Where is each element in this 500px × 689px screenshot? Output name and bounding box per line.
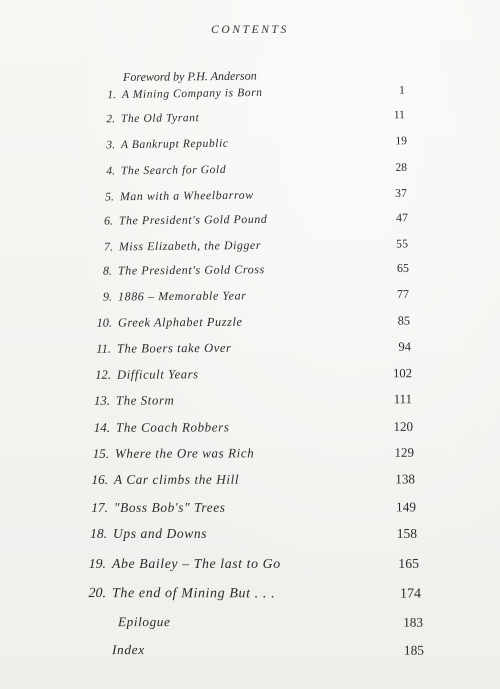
toc-entry (0, 614, 500, 637)
chapter-number: 8. (102, 263, 113, 278)
page-number: 1 (399, 84, 405, 97)
chapter-title: "Boss Bob's" Trees (113, 499, 226, 515)
page-number: 47 (396, 210, 409, 225)
chapter-title: The Coach Robbers (115, 419, 230, 435)
chapter-number: 5. (105, 189, 115, 204)
chapter-number: 4. (106, 165, 116, 178)
toc-entry (0, 418, 500, 442)
chapter-title: The Old Tyrant (120, 112, 200, 126)
toc-entry (0, 366, 500, 391)
chapter-title: Abe Bailey – The last to Go (112, 556, 281, 571)
toc-entry (0, 526, 500, 548)
page-number: 185 (403, 642, 425, 658)
foreword-line: Foreword by P.H. Anderson (122, 68, 257, 84)
chapter-number: 17. (91, 499, 109, 515)
toc-entry (0, 108, 500, 137)
chapter-title: Greek Alphabet Puzzle (117, 314, 243, 330)
page-number: 55 (396, 236, 409, 251)
page-number: 28 (395, 161, 407, 174)
toc-entry (0, 444, 500, 468)
page-number: 111 (393, 392, 413, 407)
chapter-title: 1886 – Memorable Year (117, 288, 247, 304)
chapter-number: 6. (104, 213, 114, 228)
chapter-number: 18. (90, 526, 107, 541)
chapter-number: 16. (91, 471, 109, 487)
chapter-number: 10. (96, 315, 113, 330)
chapter-title: A Mining Company is Born (121, 86, 263, 102)
chapter-number: 9. (102, 289, 113, 304)
chapter-title: The Search for Gold (120, 163, 227, 178)
chapter-title: Where the Ore was Rich (114, 445, 255, 461)
chapter-number: 14. (93, 419, 111, 435)
toc-entry (0, 642, 500, 665)
chapter-title: Ups and Downs (113, 526, 208, 541)
page-number: 138 (395, 471, 416, 487)
toc-entry (0, 339, 500, 364)
toc-entry (0, 586, 500, 609)
chapter-title: The Storm (115, 393, 175, 408)
contents-heading: CONTENTS (211, 24, 289, 36)
chapter-number: 11. (96, 341, 112, 356)
toc-entry (0, 209, 500, 236)
chapter-number: 19. (88, 556, 106, 571)
toc-entry (0, 260, 500, 286)
toc-entry (0, 471, 500, 494)
chapter-title: Epilogue (117, 614, 171, 630)
page-number: 94 (398, 339, 412, 354)
chapter-title: Difficult Years (116, 367, 199, 382)
page-number: 158 (396, 526, 417, 541)
chapter-number: 13. (93, 393, 111, 408)
chapter-title: The end of Mining But . . . (111, 586, 276, 602)
page-number: 120 (393, 418, 414, 434)
toc-entry (0, 134, 500, 163)
chapter-number: 12. (95, 367, 112, 382)
chapter-title: Index (111, 642, 145, 658)
chapter-number: 7. (104, 239, 114, 254)
toc-entry (0, 235, 500, 262)
chapter-title: Miss Elizabeth, the Digger (118, 237, 262, 254)
page-number: 11 (393, 109, 405, 122)
page-number: 37 (395, 185, 408, 200)
chapter-title: A Bankrupt Republic (120, 137, 229, 152)
chapter-number: 2. (106, 113, 116, 126)
chapter-number: 1. (107, 89, 117, 102)
toc-entry (0, 286, 500, 312)
chapter-title: The President's Gold Pound (118, 211, 268, 228)
toc-entry (0, 161, 500, 189)
chapter-number: 20. (88, 586, 107, 602)
page-number: 129 (394, 444, 415, 460)
chapter-title: The President's Gold Cross (117, 262, 265, 278)
chapter-number: 3. (106, 139, 116, 152)
toc-entry (0, 499, 500, 522)
chapter-title: A Car climbs the Hill (113, 471, 240, 487)
chapter-number: 15. (92, 445, 110, 461)
page-number: 85 (397, 313, 411, 328)
page-number: 102 (393, 366, 413, 381)
toc-entry (0, 392, 500, 417)
page-number: 183 (403, 614, 424, 630)
toc-entry (0, 556, 500, 578)
chapter-title: The Boers take Over (116, 340, 232, 356)
page-number: 174 (399, 586, 422, 602)
page-number: 149 (396, 499, 417, 515)
page-number: 19 (395, 135, 407, 148)
toc-entry (0, 313, 500, 338)
toc-entry (0, 185, 500, 213)
page-number: 65 (396, 260, 410, 276)
page-number: 77 (396, 286, 410, 302)
chapter-title: Man with a Wheelbarrow (119, 187, 254, 204)
page-number: 165 (398, 556, 419, 571)
